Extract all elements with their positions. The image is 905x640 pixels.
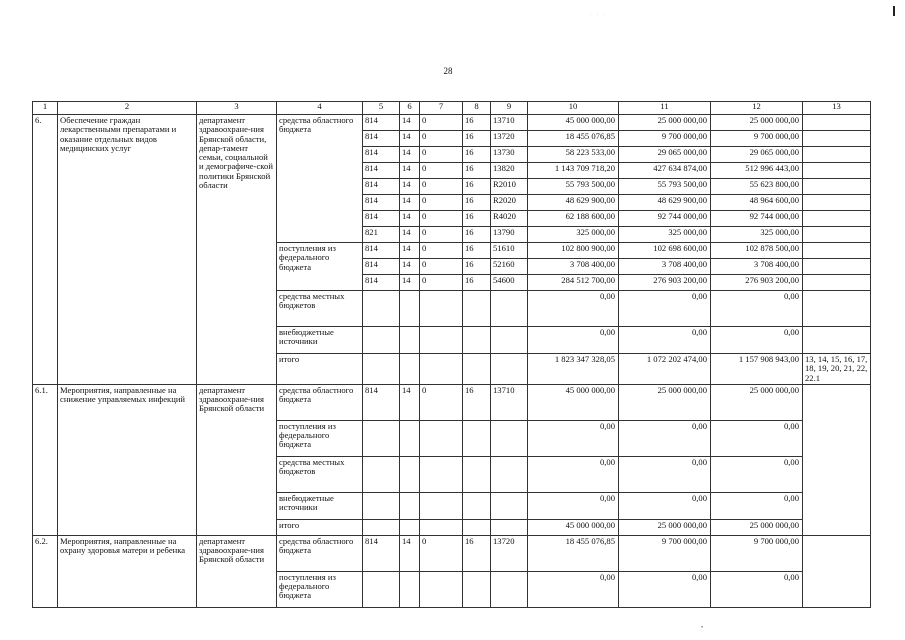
page-number: 28 — [443, 66, 453, 76]
budget-code-cell — [420, 420, 463, 456]
budget-code-cell: 0 — [420, 384, 463, 420]
amount-cell: 0,00 — [528, 456, 619, 492]
budget-code-cell: 13730 — [491, 147, 528, 163]
budget-code-cell: 14 — [400, 259, 420, 275]
amount-cell: 427 634 874,00 — [619, 163, 711, 179]
amount-cell: 0,00 — [711, 291, 803, 327]
section-number: 6.2. — [33, 535, 58, 607]
budget-code-cell — [491, 519, 528, 535]
amount-cell: 3 708 400,00 — [528, 259, 619, 275]
budget-code-cell: 0 — [420, 195, 463, 211]
indicator-cell — [803, 243, 871, 259]
column-header: 6 — [400, 102, 420, 115]
amount-cell: 325 000,00 — [619, 227, 711, 243]
indicator-cell — [803, 291, 871, 327]
budget-code-cell: 814 — [363, 243, 400, 259]
budget-code-cell — [463, 456, 491, 492]
funding-source: средства областного бюджета — [277, 115, 363, 243]
budget-code-cell — [491, 327, 528, 354]
amount-cell: 325 000,00 — [528, 227, 619, 243]
table-row — [33, 115, 871, 131]
amount-cell: 0,00 — [619, 492, 711, 519]
budget-code-cell: 814 — [363, 211, 400, 227]
amount-cell: 25 000 000,00 — [711, 384, 803, 420]
amount-cell: 55 623 800,00 — [711, 179, 803, 195]
budget-code-cell — [363, 291, 400, 327]
table-row — [33, 384, 871, 420]
scan-edge-mark — [893, 6, 895, 16]
amount-cell: 0,00 — [711, 327, 803, 354]
amount-cell: 0,00 — [619, 456, 711, 492]
section-name: Мероприятия, направленные на снижение управляемых инфекций — [58, 384, 197, 535]
budget-code-cell — [491, 420, 528, 456]
section-executor: департамент здравоохране-ния Брянской области — [197, 384, 277, 535]
funding-source: средства областного бюджета — [277, 535, 363, 571]
indicator-cell — [803, 535, 871, 607]
budget-code-cell — [491, 456, 528, 492]
amount-cell: 0,00 — [619, 291, 711, 327]
amount-cell: 276 903 200,00 — [711, 275, 803, 291]
indicator-cell — [803, 179, 871, 195]
amount-cell: 25 000 000,00 — [711, 115, 803, 131]
budget-code-cell: 14 — [400, 163, 420, 179]
budget-code-cell — [491, 354, 528, 385]
budget-code-cell — [400, 291, 420, 327]
column-header: 2 — [58, 102, 197, 115]
amount-cell: 0,00 — [528, 492, 619, 519]
column-header: 9 — [491, 102, 528, 115]
indicator-cell — [803, 163, 871, 179]
section-number: 6. — [33, 115, 58, 385]
amount-cell: 58 223 533,00 — [528, 147, 619, 163]
budget-code-cell: 0 — [420, 535, 463, 571]
budget-code-cell: 52160 — [491, 259, 528, 275]
budget-code-cell: 0 — [420, 259, 463, 275]
budget-code-cell: 814 — [363, 195, 400, 211]
budget-code-cell — [420, 492, 463, 519]
budget-code-cell: 821 — [363, 227, 400, 243]
amount-cell: 325 000,00 — [711, 227, 803, 243]
budget-code-cell — [400, 492, 420, 519]
amount-cell: 0,00 — [711, 420, 803, 456]
amount-cell: 102 698 600,00 — [619, 243, 711, 259]
amount-cell: 284 512 700,00 — [528, 275, 619, 291]
budget-code-cell — [463, 519, 491, 535]
indicator-cell — [803, 327, 871, 354]
budget-code-cell: 13790 — [491, 227, 528, 243]
indicator-cell — [803, 275, 871, 291]
budget-code-cell: 814 — [363, 275, 400, 291]
column-header: 10 — [528, 102, 619, 115]
budget-code-cell: 0 — [420, 275, 463, 291]
budget-code-cell: 13720 — [491, 131, 528, 147]
budget-code-cell — [420, 571, 463, 607]
amount-cell: 9 700 000,00 — [711, 131, 803, 147]
budget-code-cell — [491, 571, 528, 607]
budget-code-cell: 0 — [420, 147, 463, 163]
amount-cell: 0,00 — [528, 571, 619, 607]
amount-cell: 0,00 — [528, 420, 619, 456]
amount-cell: 25 000 000,00 — [711, 519, 803, 535]
budget-code-cell: 13710 — [491, 115, 528, 131]
budget-code-cell: 14 — [400, 227, 420, 243]
budget-code-cell — [463, 291, 491, 327]
indicator-cell — [803, 131, 871, 147]
budget-code-cell: 814 — [363, 179, 400, 195]
budget-code-cell: 814 — [363, 115, 400, 131]
budget-code-cell: 16 — [463, 179, 491, 195]
amount-cell: 29 065 000,00 — [619, 147, 711, 163]
amount-cell: 0,00 — [619, 420, 711, 456]
budget-code-cell: 14 — [400, 243, 420, 259]
budget-code-cell: 16 — [463, 259, 491, 275]
indicator-cell — [803, 227, 871, 243]
budget-code-cell: 16 — [463, 535, 491, 571]
budget-code-cell: 14 — [400, 147, 420, 163]
indicator-cell — [803, 147, 871, 163]
amount-cell: 92 744 000,00 — [619, 211, 711, 227]
amount-cell: 45 000 000,00 — [528, 519, 619, 535]
indicator-cell — [803, 195, 871, 211]
budget-code-cell: 16 — [463, 163, 491, 179]
budget-code-cell — [463, 354, 491, 385]
column-header: 7 — [420, 102, 463, 115]
funding-source: внебюджетные источники — [277, 327, 363, 354]
amount-cell: 0,00 — [711, 456, 803, 492]
budget-code-cell — [463, 420, 491, 456]
budget-code-cell: 814 — [363, 147, 400, 163]
budget-code-cell — [420, 519, 463, 535]
amount-cell: 55 793 500,00 — [528, 179, 619, 195]
amount-cell: 0,00 — [528, 291, 619, 327]
amount-cell: 45 000 000,00 — [528, 384, 619, 420]
budget-code-cell: 0 — [420, 243, 463, 259]
budget-code-cell: 0 — [420, 131, 463, 147]
budget-code-cell: 16 — [463, 195, 491, 211]
indicator-cell — [803, 259, 871, 275]
budget-code-cell — [363, 492, 400, 519]
section-name: Мероприятия, направленные на охрану здоровья матери и ребенка — [58, 535, 197, 607]
budget-code-cell: R2020 — [491, 195, 528, 211]
amount-cell: 0,00 — [619, 327, 711, 354]
column-header: 12 — [711, 102, 803, 115]
amount-cell: 18 455 076,85 — [528, 535, 619, 571]
budget-code-cell — [363, 354, 400, 385]
budget-code-cell: 14 — [400, 384, 420, 420]
budget-code-cell — [420, 354, 463, 385]
amount-cell: 48 629 900,00 — [619, 195, 711, 211]
funding-source: средства местных бюджетов — [277, 291, 363, 327]
budget-code-cell: 14 — [400, 131, 420, 147]
amount-cell: 512 996 443,00 — [711, 163, 803, 179]
budget-code-cell: 14 — [400, 275, 420, 291]
budget-code-cell: 16 — [463, 115, 491, 131]
scan-dot: • — [701, 625, 704, 631]
amount-cell: 55 793 500,00 — [619, 179, 711, 195]
scan-specks: · · · — [590, 13, 608, 18]
budget-code-cell: 16 — [463, 131, 491, 147]
amount-cell: 0,00 — [619, 571, 711, 607]
budget-code-cell: 16 — [463, 147, 491, 163]
budget-code-cell: 54600 — [491, 275, 528, 291]
budget-code-cell — [400, 571, 420, 607]
amount-cell: 1 157 908 943,00 — [711, 354, 803, 385]
budget-code-cell: 14 — [400, 195, 420, 211]
amount-cell: 3 708 400,00 — [711, 259, 803, 275]
amount-cell: 48 964 600,00 — [711, 195, 803, 211]
budget-code-cell — [491, 291, 528, 327]
indicator-cell: 13, 14, 15, 16, 17, 18, 19, 20, 21, 22, 22.1 — [803, 354, 871, 385]
amount-cell: 25 000 000,00 — [619, 384, 711, 420]
column-header: 5 — [363, 102, 400, 115]
budget-code-cell: 13820 — [491, 163, 528, 179]
budget-code-cell: 0 — [420, 115, 463, 131]
budget-code-cell — [463, 492, 491, 519]
amount-cell: 1 072 202 474,00 — [619, 354, 711, 385]
budget-code-cell: R4020 — [491, 211, 528, 227]
amount-cell: 25 000 000,00 — [619, 519, 711, 535]
amount-cell: 45 000 000,00 — [528, 115, 619, 131]
amount-cell: 18 455 076,85 — [528, 131, 619, 147]
amount-cell: 9 700 000,00 — [711, 535, 803, 571]
budget-code-cell: 0 — [420, 163, 463, 179]
column-header: 8 — [463, 102, 491, 115]
amount-cell: 1 823 347 328,05 — [528, 354, 619, 385]
column-header: 13 — [803, 102, 871, 115]
amount-cell: 3 708 400,00 — [619, 259, 711, 275]
budget-code-cell — [400, 327, 420, 354]
budget-code-cell: 16 — [463, 275, 491, 291]
column-header: 1 — [33, 102, 58, 115]
budget-code-cell: 814 — [363, 535, 400, 571]
indicator-cell — [803, 115, 871, 131]
column-header: 11 — [619, 102, 711, 115]
amount-cell: 92 744 000,00 — [711, 211, 803, 227]
budget-code-cell: 814 — [363, 131, 400, 147]
budget-code-cell — [463, 327, 491, 354]
funding-source: средства областного бюджета — [277, 384, 363, 420]
budget-code-cell: 814 — [363, 259, 400, 275]
budget-code-cell: 14 — [400, 535, 420, 571]
budget-code-cell: 0 — [420, 211, 463, 227]
column-header: 3 — [197, 102, 277, 115]
budget-code-cell: 0 — [420, 227, 463, 243]
indicator-cell — [803, 384, 871, 535]
column-header: 4 — [277, 102, 363, 115]
header-row — [33, 102, 871, 115]
budget-code-cell: 13720 — [491, 535, 528, 571]
amount-cell: 29 065 000,00 — [711, 147, 803, 163]
budget-code-cell: 16 — [463, 211, 491, 227]
budget-code-cell — [363, 519, 400, 535]
amount-cell: 0,00 — [711, 492, 803, 519]
budget-code-cell — [363, 420, 400, 456]
table-row — [33, 535, 871, 571]
budget-code-cell — [463, 571, 491, 607]
budget-code-cell: 814 — [363, 163, 400, 179]
budget-code-cell: R2010 — [491, 179, 528, 195]
budget-code-cell: 814 — [363, 384, 400, 420]
section-number: 6.1. — [33, 384, 58, 535]
amount-cell: 25 000 000,00 — [619, 115, 711, 131]
budget-code-cell — [363, 571, 400, 607]
budget-code-cell — [420, 291, 463, 327]
amount-cell: 102 878 500,00 — [711, 243, 803, 259]
funding-source: итого — [277, 519, 363, 535]
funding-source: внебюджетные источники — [277, 492, 363, 519]
funding-source: поступления из федерального бюджета — [277, 243, 363, 291]
amount-cell: 102 800 900,00 — [528, 243, 619, 259]
budget-table — [32, 101, 871, 608]
budget-code-cell: 14 — [400, 179, 420, 195]
amount-cell: 9 700 000,00 — [619, 535, 711, 571]
amount-cell: 48 629 900,00 — [528, 195, 619, 211]
budget-code-cell: 16 — [463, 243, 491, 259]
budget-code-cell: 14 — [400, 115, 420, 131]
budget-code-cell: 14 — [400, 211, 420, 227]
budget-code-cell — [363, 327, 400, 354]
budget-code-cell — [400, 354, 420, 385]
budget-code-cell — [400, 420, 420, 456]
section-executor: департамент здравоохране-ния Брянской области — [197, 535, 277, 607]
budget-code-cell — [420, 327, 463, 354]
funding-source: средства местных бюджетов — [277, 456, 363, 492]
amount-cell: 0,00 — [711, 571, 803, 607]
funding-source: поступления из федерального бюджета — [277, 571, 363, 607]
section-executor: департамент здравоохране-ния Брянской области, депар-тамент семьи, социальной и демографиче-ской политики Брянской области — [197, 115, 277, 385]
amount-cell: 9 700 000,00 — [619, 131, 711, 147]
indicator-cell — [803, 211, 871, 227]
amount-cell: 276 903 200,00 — [619, 275, 711, 291]
budget-code-cell — [400, 456, 420, 492]
funding-source: итого — [277, 354, 363, 385]
amount-cell: 0,00 — [528, 327, 619, 354]
section-name: Обеспечение граждан лекарственными препаратами и оказание отдельных видов медицинских услуг — [58, 115, 197, 385]
budget-code-cell: 16 — [463, 227, 491, 243]
budget-code-cell: 13710 — [491, 384, 528, 420]
budget-code-cell — [420, 456, 463, 492]
budget-code-cell: 51610 — [491, 243, 528, 259]
budget-code-cell — [363, 456, 400, 492]
amount-cell: 62 188 600,00 — [528, 211, 619, 227]
budget-code-cell — [400, 519, 420, 535]
amount-cell: 1 143 709 718,20 — [528, 163, 619, 179]
budget-code-cell: 16 — [463, 384, 491, 420]
budget-code-cell — [491, 492, 528, 519]
budget-code-cell: 0 — [420, 179, 463, 195]
funding-source: поступления из федерального бюджета — [277, 420, 363, 456]
